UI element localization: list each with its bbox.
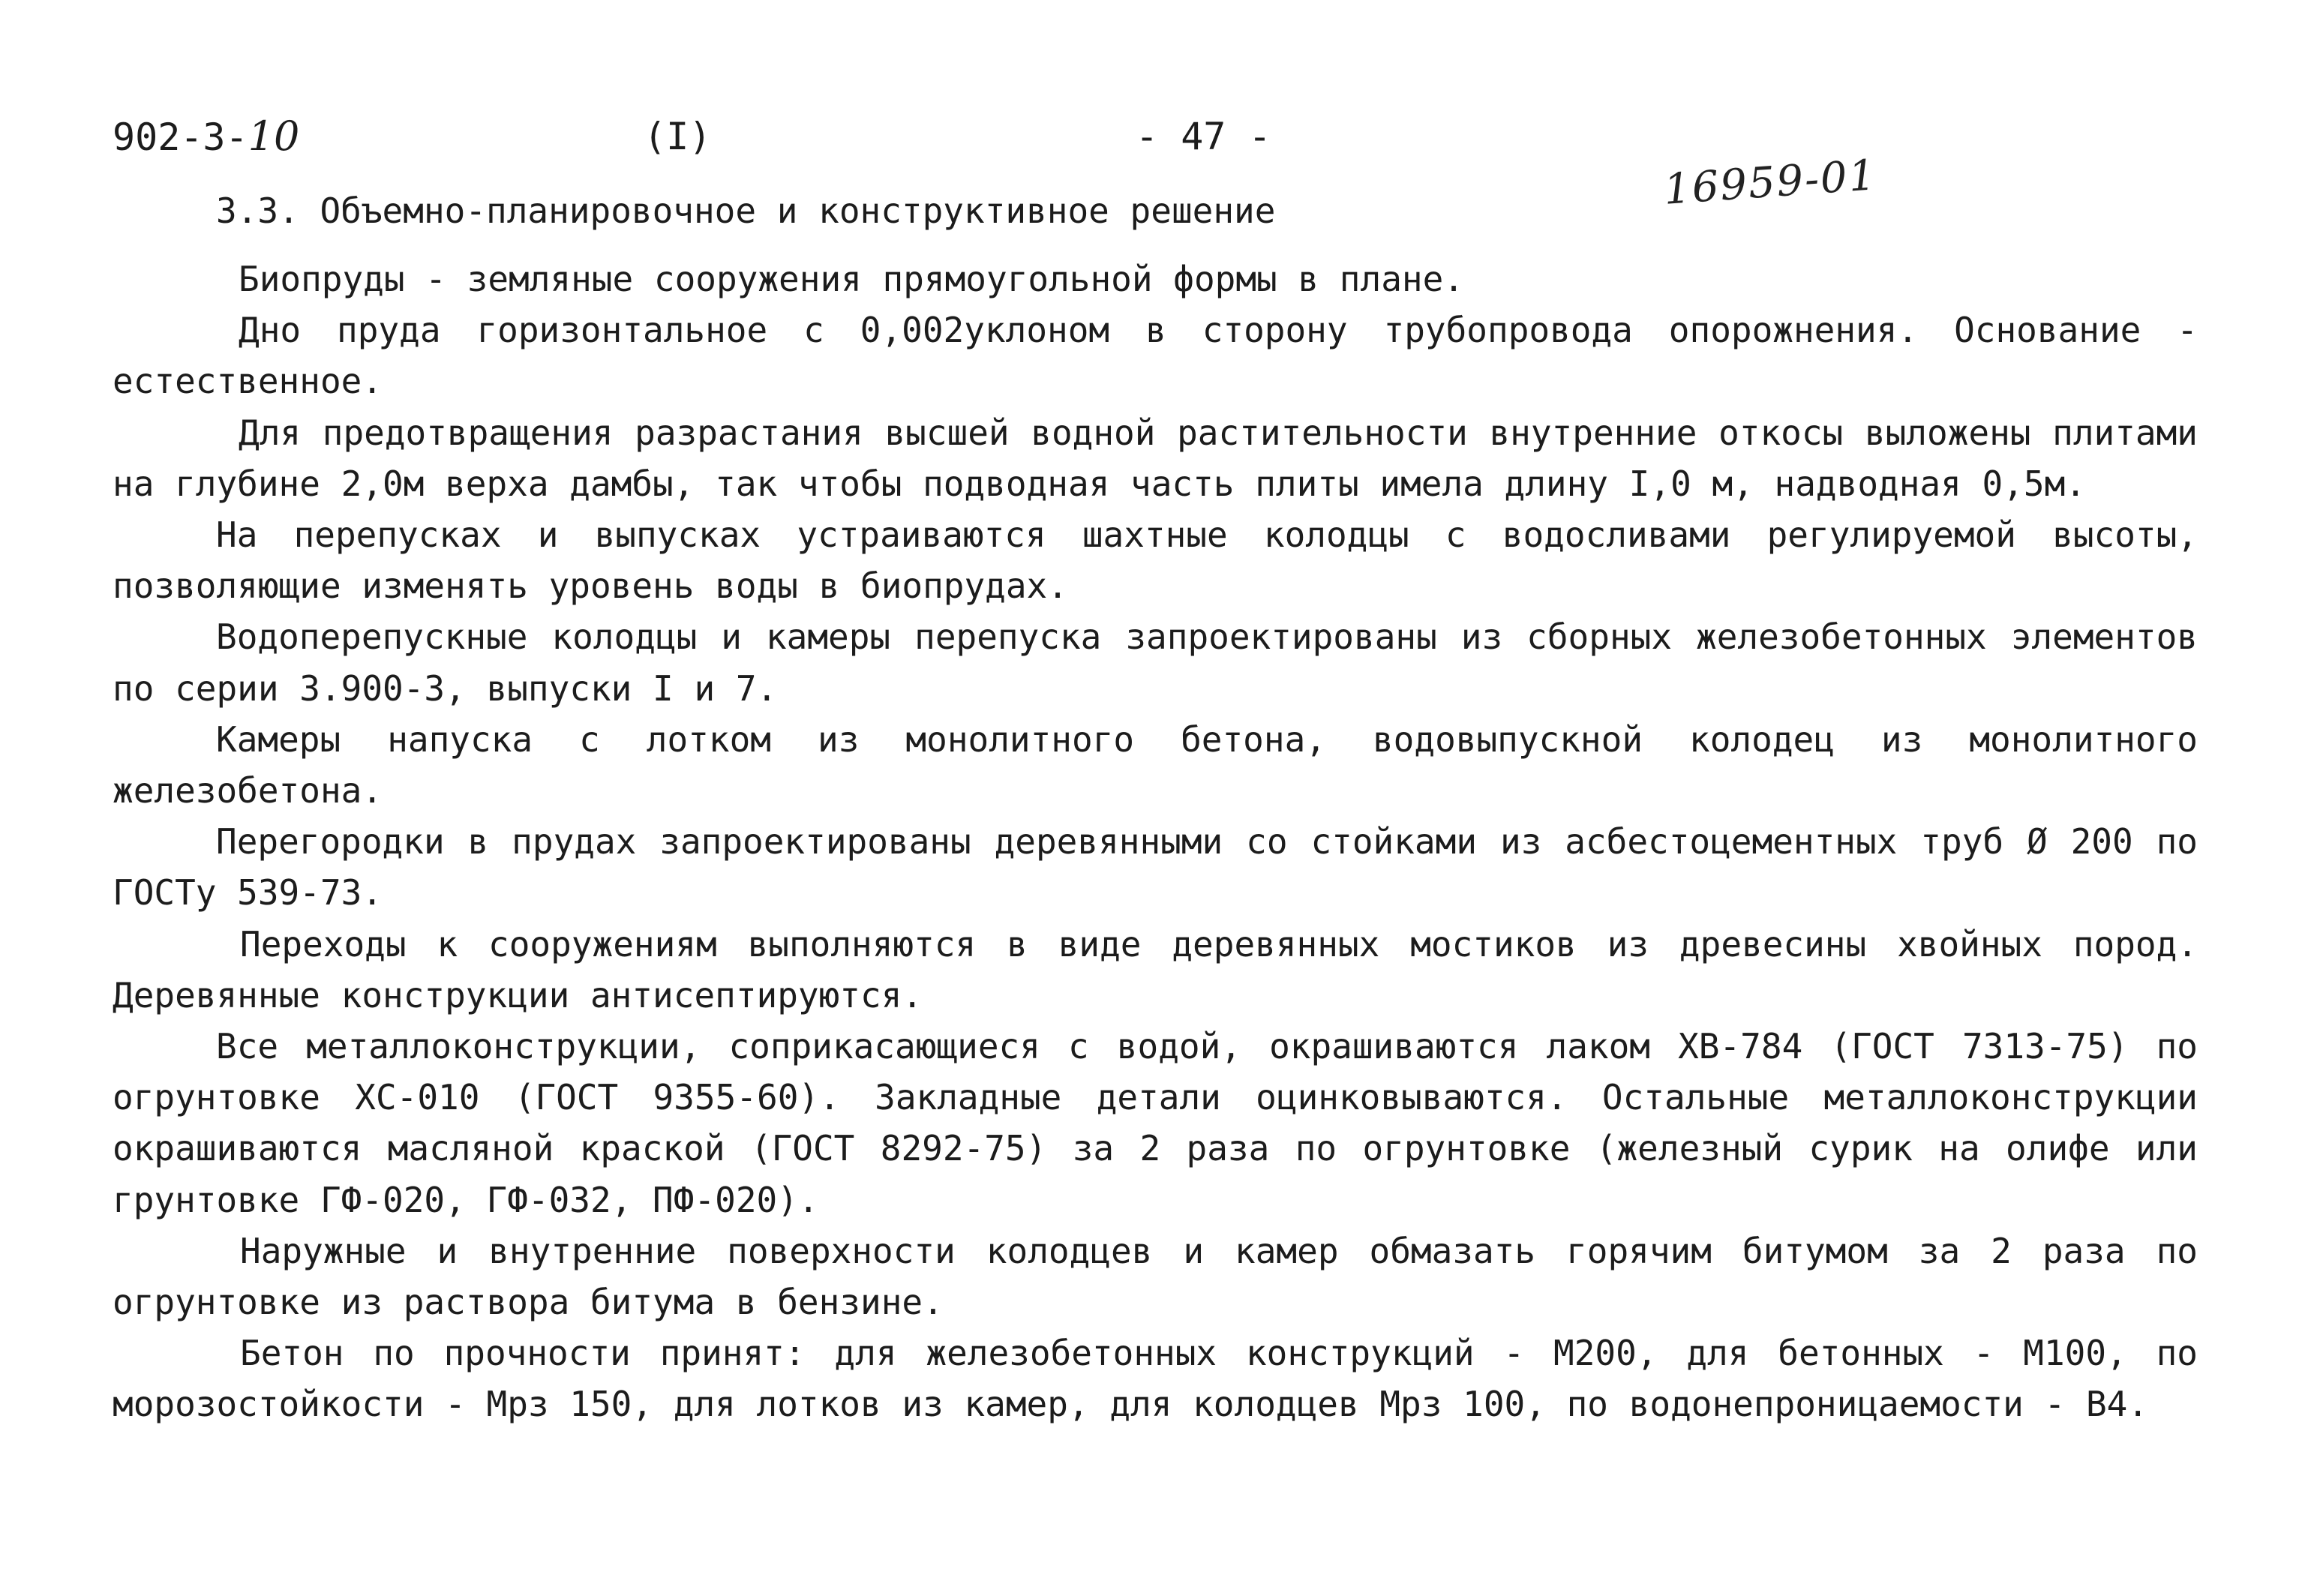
paragraph: Биопруды - земляные сооружения прямоугольной формы в плане. (239, 259, 1464, 299)
page-number: - 47 - (1136, 115, 1271, 158)
paragraph: Все металлоконструкции, соприкасающиеся с водой, окрашиваются лаком ХВ-784 (ГОСТ 7313-75) по огрунтовке ХС-010 (ГОСТ 9355-60). Закладные детали оцинковываются. Остальные металлоконструкции окрашиваются масляной краской (ГОСТ 8292-75) за 2 раза по огрунтовке (железный сурик на олифе или грунтовке ГФ-020, ГФ-032, ПФ-020). (113, 1026, 2198, 1220)
document-code (113, 114, 299, 160)
archive-number-stamp: 16959-01 (1662, 151, 1879, 214)
paragraph: Для предотвращения разрастания высшей водной растительности внутренние откосы выложены плитами на глубине 2,0м верха дамбы, так чтобы подводная часть плиты имела длину I,0 м, надводная 0,5м. (113, 412, 2198, 504)
body-text (113, 254, 2198, 1430)
paragraph: Перегородки в прудах запроектированы деревянными со стойками из асбестоцементных труб Ø 200 по ГОСТу 539-73. (113, 821, 2198, 914)
document-code-typed: 902-3- (113, 116, 248, 159)
document-code-handwritten: 10 (248, 112, 300, 160)
section-title: 3.3. Объемно-планировочное и конструктивное решение (216, 190, 1276, 231)
paragraph: На перепусках и выпусках устраиваются шахтные колодцы с водосливами регулируемой высоты, позволяющие изменять уровень воды в биопрудах. (113, 514, 2198, 607)
paragraph: Дно пруда горизонтальное с 0,002уклоном в сторону трубопровода опорожнения. Основание - естественное. (113, 310, 2198, 402)
paragraph: Камеры напуска с лотком из монолитного бетона, водовыпускной колодец из монолитного железобетона. (113, 718, 2198, 812)
part-number: (I) (644, 115, 712, 158)
paragraph: Переходы к сооружениям выполняются в виде деревянных мостиков из древесины хвойных пород. Деревянные конструкции антисептируются. (113, 923, 2198, 1016)
paragraph: Бетон по прочности принят: для железобетонных конструкций - М200, для бетонных - М100, по морозостойкости - Мрз 150, для лотков из камер, для колодцев Мрз 100, по водонепроницаемости - В4. (113, 1333, 2198, 1425)
paragraph: Наружные и внутренние поверхности колодцев и камер обмазать горячим битумом за 2 раза по огрунтовке из раствора битума в бензине. (113, 1230, 2198, 1323)
paragraph: Водоперепускные колодцы и камеры перепуска запроектированы из сборных железобетонных элементов по серии 3.900-3, выпуски I и 7. (113, 616, 2198, 709)
